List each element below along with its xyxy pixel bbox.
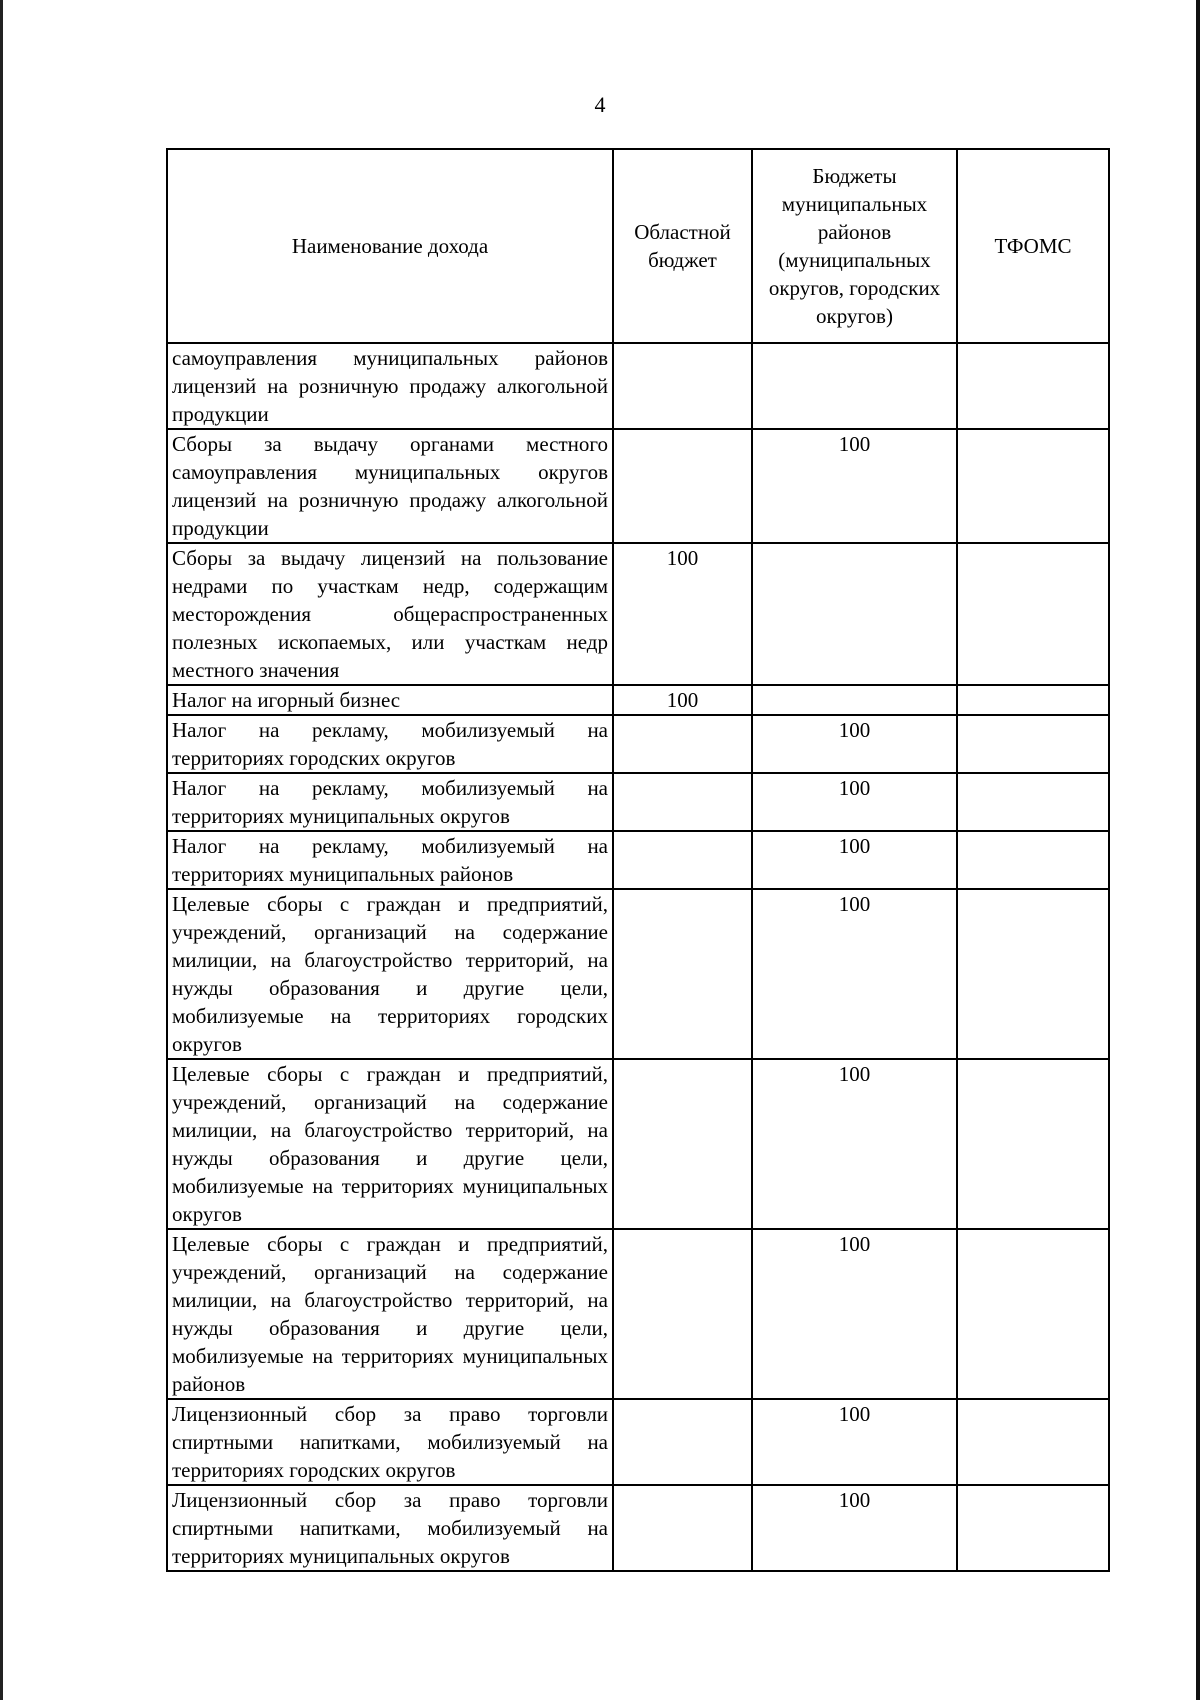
tfoms-share-cell: [957, 831, 1109, 889]
regional-share-cell: [613, 343, 752, 429]
table-row: [167, 773, 1109, 831]
income-distribution-table: [166, 148, 1110, 1572]
header-income-name: Наименование дохода: [167, 149, 613, 343]
tfoms-share-cell: [957, 773, 1109, 831]
table-header-row: [167, 149, 1109, 343]
table-row: [167, 1399, 1109, 1485]
tfoms-share-cell: [957, 543, 1109, 685]
table-row: [167, 1229, 1109, 1399]
income-name-cell: Сборы за выдачу лицензий на пользование недрами по участкам недр, содержащим месторождения общераспространенных полезных ископаемых, или участкам недр местного значения: [167, 543, 613, 685]
table-row: [167, 685, 1109, 715]
income-name-cell: Сборы за выдачу органами местного самоуправления муниципальных округов лицензий на розничную продажу алкогольной продукции: [167, 429, 613, 543]
municipal-share-cell: 100: [752, 1059, 957, 1229]
income-name-cell: самоуправления муниципальных районов лицензий на розничную продажу алкогольной продукции: [167, 343, 613, 429]
tfoms-share-cell: [957, 889, 1109, 1059]
regional-share-cell: [613, 1229, 752, 1399]
regional-share-cell: [613, 831, 752, 889]
municipal-share-cell: 100: [752, 1485, 957, 1571]
income-name-cell: Лицензионный сбор за право торговли спиртными напитками, мобилизуемый на территориях муниципальных округов: [167, 1485, 613, 1571]
table-row: [167, 343, 1109, 429]
income-name-cell: Лицензионный сбор за право торговли спиртными напитками, мобилизуемый на территориях городских округов: [167, 1399, 613, 1485]
header-tfoms: ТФОМС: [957, 149, 1109, 343]
table-row: [167, 715, 1109, 773]
regional-share-cell: [613, 889, 752, 1059]
regional-share-cell: 100: [613, 543, 752, 685]
scan-edge-left: [0, 0, 3, 1700]
municipal-share-cell: 100: [752, 715, 957, 773]
income-name-cell: Целевые сборы с граждан и предприятий, учреждений, организаций на содержание милиции, на благоустройство территорий, на нужды образования и другие цели, мобилизуемые на территориях городских округов: [167, 889, 613, 1059]
table-row: [167, 543, 1109, 685]
regional-share-cell: [613, 1485, 752, 1571]
table-row: [167, 1059, 1109, 1229]
municipal-share-cell: [752, 543, 957, 685]
page-number: 4: [594, 92, 606, 117]
tfoms-share-cell: [957, 715, 1109, 773]
municipal-share-cell: 100: [752, 1399, 957, 1485]
table-row: [167, 1485, 1109, 1571]
regional-share-cell: 100: [613, 685, 752, 715]
income-name-cell: Налог на игорный бизнес: [167, 685, 613, 715]
header-municipal-budgets: Бюджеты муниципальных районов (муниципальных округов, городских округов): [752, 149, 957, 343]
table-row: [167, 429, 1109, 543]
municipal-share-cell: 100: [752, 831, 957, 889]
tfoms-share-cell: [957, 429, 1109, 543]
income-name-cell: Налог на рекламу, мобилизуемый на территориях муниципальных округов: [167, 773, 613, 831]
regional-share-cell: [613, 1399, 752, 1485]
table-row: [167, 889, 1109, 1059]
municipal-share-cell: 100: [752, 429, 957, 543]
tfoms-share-cell: [957, 1229, 1109, 1399]
header-regional-budget: Областной бюджет: [613, 149, 752, 343]
regional-share-cell: [613, 715, 752, 773]
income-name-cell: Целевые сборы с граждан и предприятий, учреждений, организаций на содержание милиции, на благоустройство территорий, на нужды образования и другие цели, мобилизуемые на территориях муниципальных районов: [167, 1229, 613, 1399]
tfoms-share-cell: [957, 685, 1109, 715]
municipal-share-cell: [752, 685, 957, 715]
regional-share-cell: [613, 429, 752, 543]
regional-share-cell: [613, 1059, 752, 1229]
tfoms-share-cell: [957, 343, 1109, 429]
municipal-share-cell: [752, 343, 957, 429]
tfoms-share-cell: [957, 1059, 1109, 1229]
tfoms-share-cell: [957, 1485, 1109, 1571]
table-row: [167, 831, 1109, 889]
income-name-cell: Налог на рекламу, мобилизуемый на территориях муниципальных районов: [167, 831, 613, 889]
regional-share-cell: [613, 773, 752, 831]
income-name-cell: Целевые сборы с граждан и предприятий, учреждений, организаций на содержание милиции, на благоустройство территорий, на нужды образования и другие цели, мобилизуемые на территориях муниципальных округов: [167, 1059, 613, 1229]
tfoms-share-cell: [957, 1399, 1109, 1485]
income-name-cell: Налог на рекламу, мобилизуемый на территориях городских округов: [167, 715, 613, 773]
scan-edge-right: [1196, 0, 1200, 1700]
municipal-share-cell: 100: [752, 1229, 957, 1399]
municipal-share-cell: 100: [752, 889, 957, 1059]
municipal-share-cell: 100: [752, 773, 957, 831]
